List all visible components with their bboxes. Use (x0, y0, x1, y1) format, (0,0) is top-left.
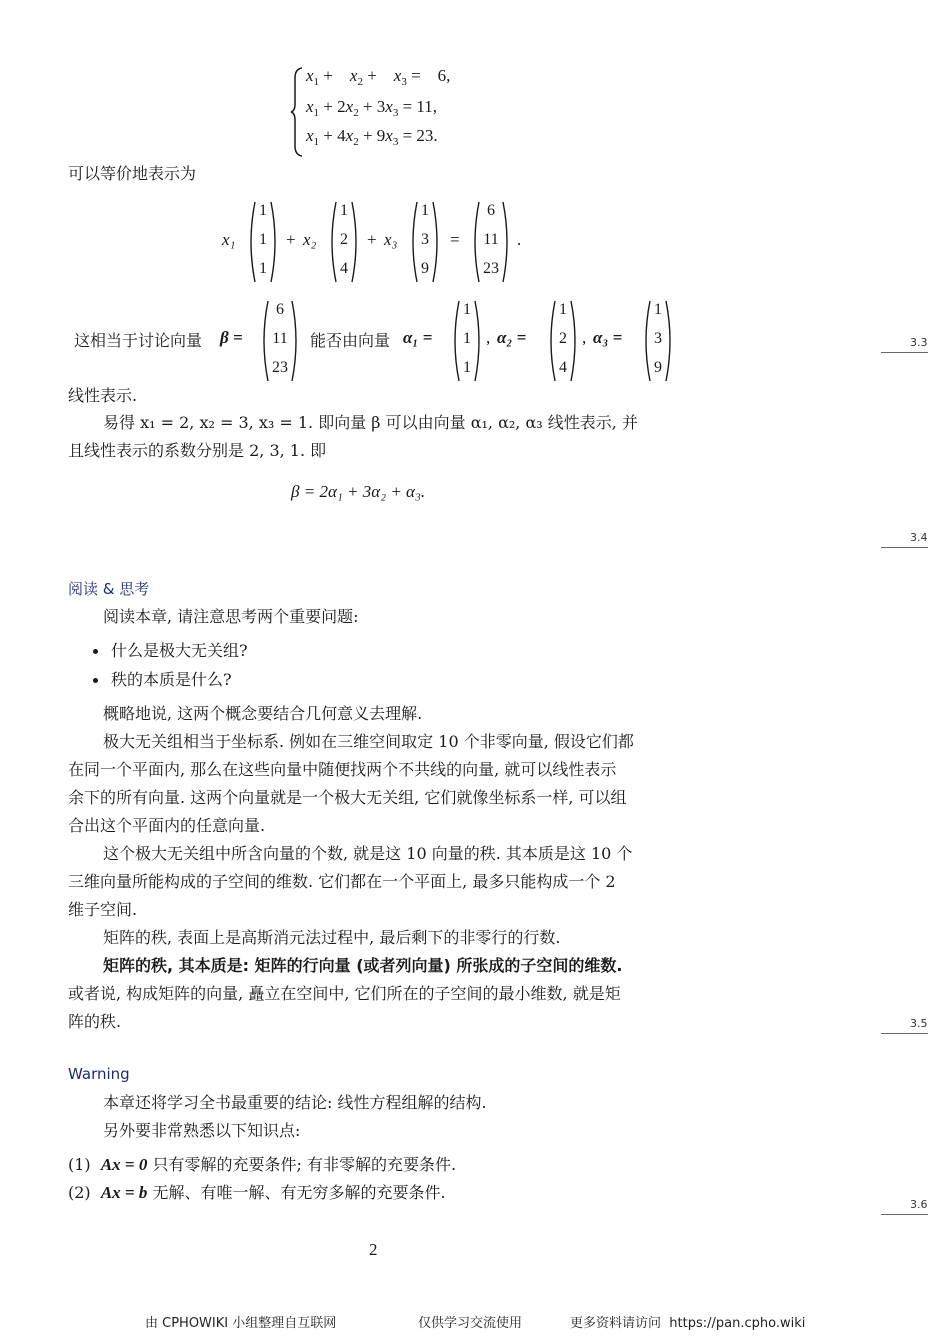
bullet-item-1: 什么是极大无关组? (111, 641, 248, 660)
vector-cell: 1 (259, 260, 267, 277)
reading-title: 阅读 & 思考 (68, 580, 150, 598)
vector-cell: 1 (654, 301, 662, 318)
reading-p4: 矩阵的秩, 表面上是高斯消元法过程中, 最后剩下的非零行的行数. (103, 928, 561, 947)
reading-p3-line: 这个极大无关组中所含向量的个数, 就是这 10 向量的秩. 其本质是这 10 个 (103, 844, 633, 863)
comma: , (582, 328, 587, 347)
reading-p5-bold: 矩阵的秩, 其本质是: 矩阵的行向量 (或者列向量) 所张成的子空间的维数. (103, 956, 623, 975)
footer-right-label: 更多资料请访问 (570, 1316, 662, 1331)
item-text: 只有零解的充要条件; 有非零解的充要条件. (147, 1155, 457, 1174)
margin-mark-3-5: 3.5 (910, 1017, 928, 1030)
reading-p3-line: 三维向量所能构成的子空间的维数. 它们都在一个平面上, 最多只能构成一个 2 (68, 872, 616, 891)
vector-cell: 1 (463, 330, 471, 347)
item-math: Ax = b (100, 1183, 148, 1202)
equation-system (290, 66, 490, 158)
reading-intro: 阅读本章, 请注意思考两个重要问题: (103, 607, 359, 626)
item-text: 无解、有唯一解、有无穷多解的充要条件. (147, 1183, 446, 1202)
vector-cell: 9 (654, 359, 662, 376)
linear-rep-text: 线性表示. (68, 386, 138, 405)
beta-combination: β = 2α₁ + 3α₂ + α₃. (291, 482, 426, 501)
coef-x1: x₁ (222, 230, 236, 249)
margin-mark-3-3: 3.3 (910, 336, 928, 349)
vector-a3 (408, 200, 442, 284)
coef-x3: x₃ (384, 230, 398, 249)
vector-alpha2 (546, 299, 580, 383)
easy-line-1: 易得 x₁ = 2, x₂ = 3, x₃ = 1. 即向量 β 可以由向量 α₁, α₂, α₃ 线性表示, 并 (103, 413, 638, 432)
footer-left: 由 CPHOWIKI 小组整理自互联网 (145, 1316, 337, 1331)
footer-right (570, 1312, 805, 1331)
vector-cell: 4 (559, 359, 567, 376)
warning-title: Warning (68, 1065, 130, 1083)
page-number: 2 (369, 1240, 378, 1259)
vector-cell: 1 (259, 231, 267, 248)
equals-sign: = (450, 230, 460, 249)
comma: , (486, 328, 491, 347)
reading-p2-line: 极大无关组相当于坐标系. 例如在三维空间取定 10 个非零向量, 假设它们都 (103, 732, 634, 751)
vector-cell: 3 (421, 231, 429, 248)
vector-cell: 3 (654, 330, 662, 347)
footer-url-link[interactable]: https://pan.cpho.wiki (669, 1316, 806, 1331)
discuss-mid: 能否由向量 (310, 331, 391, 350)
reading-p5-line: 或者说, 构成矩阵的向量, 矗立在空间中, 它们所在的子空间的最小维数, 就是矩 (68, 984, 621, 1003)
vector-alpha3 (641, 299, 675, 383)
plus-sign: + (367, 230, 377, 249)
equiv-text: 可以等价地表示为 (68, 164, 197, 183)
warning-item-1 (68, 1151, 456, 1179)
margin-rule (881, 1214, 928, 1215)
vector-cell: 11 (483, 231, 499, 248)
vector-cell: 1 (259, 202, 267, 219)
vector-cell: 1 (463, 359, 471, 376)
discuss-prefix: 这相当于讨论向量 (74, 331, 203, 350)
warning-p2: 另外要非常熟悉以下知识点: (103, 1121, 301, 1140)
vector-b (470, 200, 512, 284)
item-number: (2) (68, 1183, 91, 1202)
equation-row-1: $x_1$ + $x_2$ + $x_3$ = 6, (306, 66, 451, 88)
bullet-item-2: 秩的本质是什么? (111, 670, 232, 689)
vector-a1 (246, 200, 280, 284)
vector-alpha1 (450, 299, 484, 383)
margin-rule (881, 352, 928, 353)
item-number: (1) (68, 1155, 91, 1174)
left-brace-icon (290, 66, 304, 158)
alpha2-label: α₂ = (497, 328, 527, 347)
vector-cell: 1 (559, 301, 567, 318)
vector-beta (259, 299, 301, 383)
item-math: Ax = 0 (100, 1155, 148, 1174)
easy-line-2: 且线性表示的系数分别是 2, 3, 1. 即 (68, 441, 327, 460)
footer-middle: 仅供学习交流使用 (418, 1316, 523, 1331)
reading-p2-line: 余下的所有向量. 这两个向量就是一个极大无关组, 它们就像坐标系一样, 可以组 (68, 788, 627, 807)
vector-cell: 6 (276, 301, 284, 318)
alpha3-label: α₃ = (593, 328, 623, 347)
reading-p2-line: 合出这个平面内的任意向量. (68, 816, 266, 835)
vector-cell: 11 (272, 330, 288, 347)
alpha1-label: α₁ = (403, 328, 433, 347)
vector-cell: 6 (487, 202, 495, 219)
vector-cell: 2 (559, 330, 567, 347)
warning-item-2 (68, 1179, 446, 1207)
vector-cell: 2 (340, 231, 348, 248)
equation-row-2: $x_1 + 2x_2 + 3x_3 = 11$, (306, 97, 438, 119)
margin-rule (881, 1033, 928, 1034)
bullet-dot (93, 678, 98, 683)
vector-cell: 9 (421, 260, 429, 277)
margin-mark-3-4: 3.4 (910, 531, 928, 544)
reading-p2-line: 在同一个平面内, 那么在这些向量中随便找两个不共线的向量, 就可以线性表示 (68, 760, 617, 779)
bullet-dot (93, 649, 98, 654)
reading-p3-line: 维子空间. (68, 900, 138, 919)
vector-cell: 1 (340, 202, 348, 219)
equation-row-3: $x_1 + 4x_2 + 9x_3 = 23$. (306, 126, 438, 148)
coef-x2: x₂ (303, 230, 317, 249)
vector-cell: 23 (272, 359, 288, 376)
vector-a2 (327, 200, 361, 284)
warning-p1: 本章还将学习全书最重要的结论: 线性方程组解的结构. (103, 1093, 487, 1112)
beta-label: β = (220, 328, 243, 347)
vector-cell: 1 (421, 202, 429, 219)
reading-p1: 概略地说, 这两个概念要结合几何意义去理解. (103, 704, 423, 723)
period: . (517, 230, 522, 249)
margin-rule (881, 547, 928, 548)
plus-sign: + (286, 230, 296, 249)
margin-mark-3-6: 3.6 (910, 1198, 928, 1211)
reading-p5-line: 阵的秩. (68, 1012, 122, 1031)
vector-cell: 4 (340, 260, 348, 277)
vector-cell: 23 (483, 260, 499, 277)
vector-cell: 1 (463, 301, 471, 318)
